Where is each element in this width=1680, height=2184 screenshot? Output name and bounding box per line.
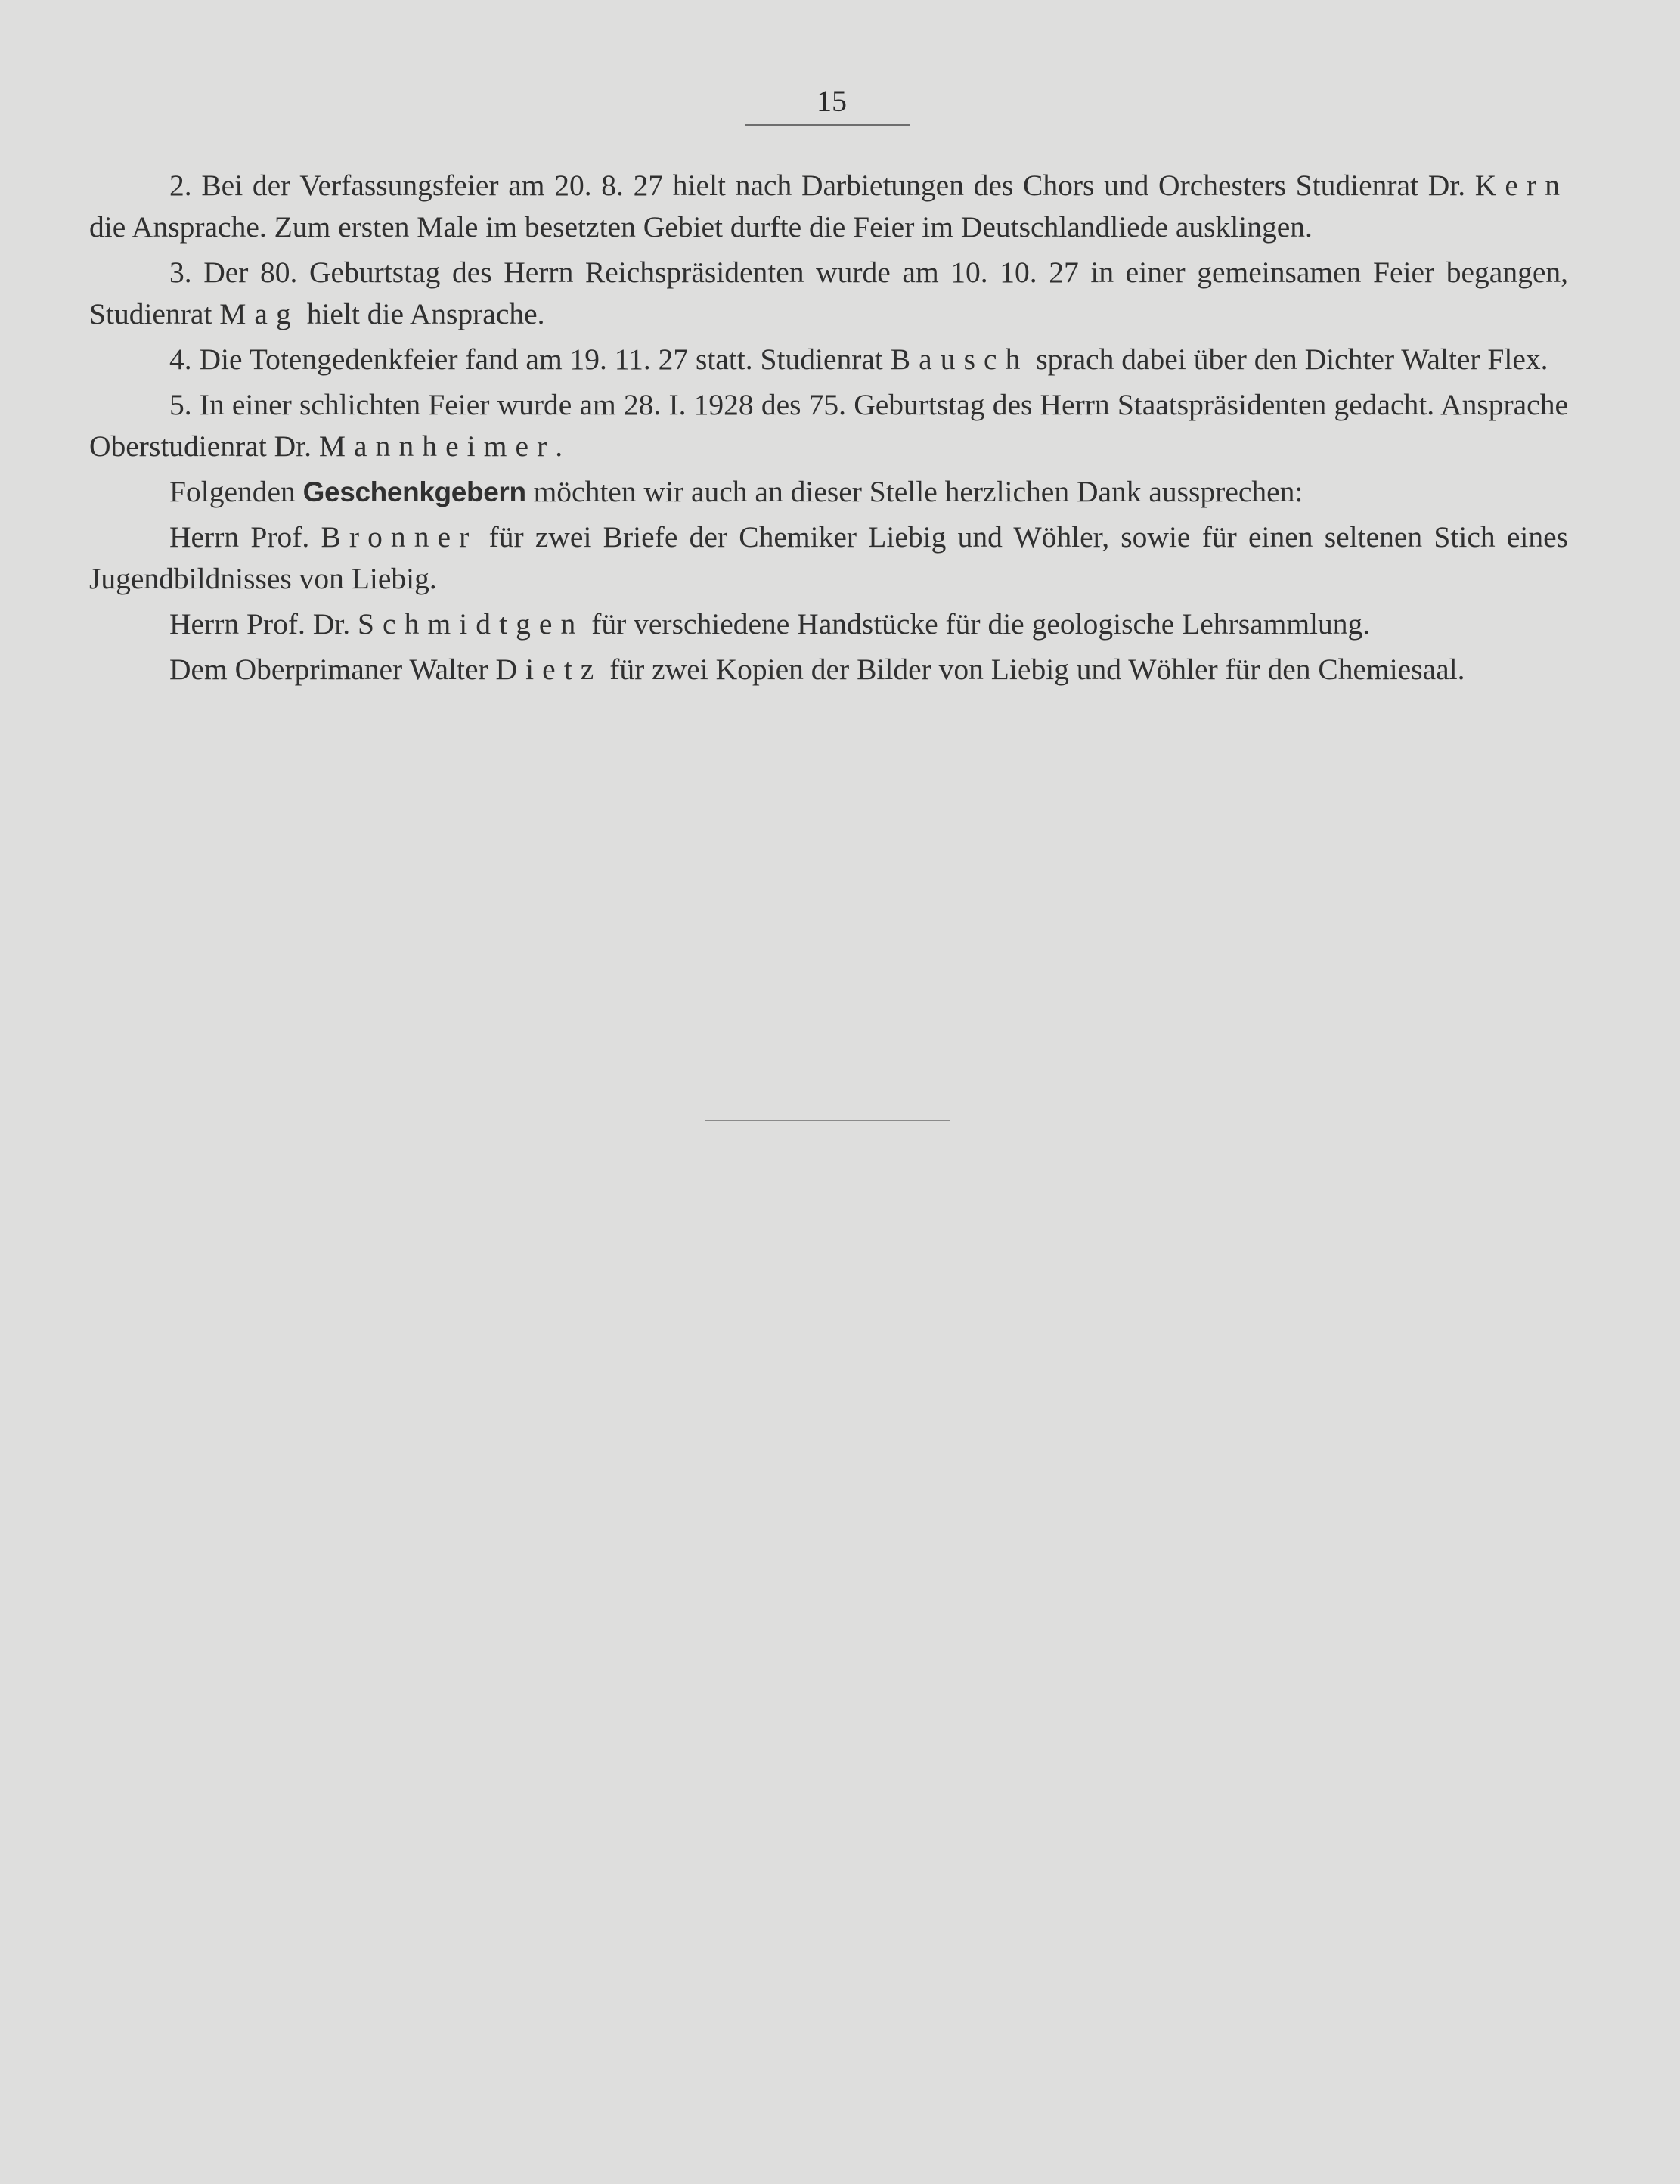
bold-term: Geschenkgebern — [302, 476, 526, 507]
text-segment: für verschiedene Handstücke für die geologische Lehrsammlung. — [584, 607, 1371, 641]
paragraph-dietz — [89, 649, 1568, 690]
spaced-name: Bausch — [890, 343, 1029, 376]
text-segment: Dem Oberprimaner Walter — [169, 653, 496, 686]
spaced-name: Schmidtgen — [358, 607, 584, 641]
text-segment: sprach dabei über den Dichter Walter Flex. — [1028, 343, 1548, 376]
page-number-rule — [745, 124, 910, 126]
text-segment: Herrn Prof. — [169, 520, 321, 554]
spaced-name: Dietz — [495, 653, 603, 686]
spaced-name: Bronner — [321, 520, 478, 554]
body-text — [89, 165, 1568, 694]
text-segment: die Ansprache. Zum ersten Male im besetzten Gebiet durfte die Feier im Deutschlandliede ausklingen. — [89, 210, 1313, 244]
page-number: 15 — [817, 84, 847, 118]
text-segment: 3. Der 80. Geburtstag des Herrn Reichspräsidenten wurde am 10. 10. 27 in einer gemeinsamen Feier begangen, Studienrat — [89, 256, 1568, 330]
paragraph-schmidtgen — [89, 603, 1568, 645]
end-rule — [705, 1120, 950, 1121]
spaced-name: Mannheimer — [318, 430, 556, 463]
text-segment: 2. Bei der Verfassungsfeier am 20. 8. 27 hielt nach Darbietungen des Chors und Orchesters Studienrat Dr. — [169, 169, 1475, 202]
text-segment: möchten wir auch an dieser Stelle herzlichen Dank aussprechen: — [525, 475, 1303, 508]
paragraph-verfassungsfeier — [89, 165, 1568, 248]
text-segment: hielt die Ansprache. — [299, 297, 545, 330]
text-segment: für zwei Briefe der Chemiker Liebig und Wöhler, sowie für einen seltenen Stich eines Jugendbildnisses von Liebig. — [89, 520, 1568, 595]
spaced-name: Kern — [1474, 169, 1568, 202]
paragraph-staatspraesident — [89, 384, 1568, 467]
paragraph-geburtstag-reichspraesident — [89, 252, 1568, 335]
text-segment: 4. Die Totengedenkfeier fand am 19. 11. 27 statt. Studienrat — [169, 343, 891, 376]
spaced-name: Mag — [219, 297, 299, 330]
text-segment: . — [555, 430, 563, 463]
paragraph-bronner — [89, 517, 1568, 600]
text-segment: für zwei Kopien der Bilder von Liebig und Wöhler für den Chemiesaal. — [602, 653, 1465, 686]
text-segment: Folgenden — [169, 475, 303, 508]
paragraph-totengedenkfeier — [89, 339, 1568, 380]
paragraph-geschenkgeber — [89, 471, 1568, 513]
text-segment: Herrn Prof. Dr. — [169, 607, 358, 641]
text-segment: 5. In einer schlichten Feier wurde am 28. I. 1928 des 75. Geburtstag des Herrn Staatspräsidenten gedacht. Ansprache Oberstudienrat Dr. — [89, 388, 1568, 463]
